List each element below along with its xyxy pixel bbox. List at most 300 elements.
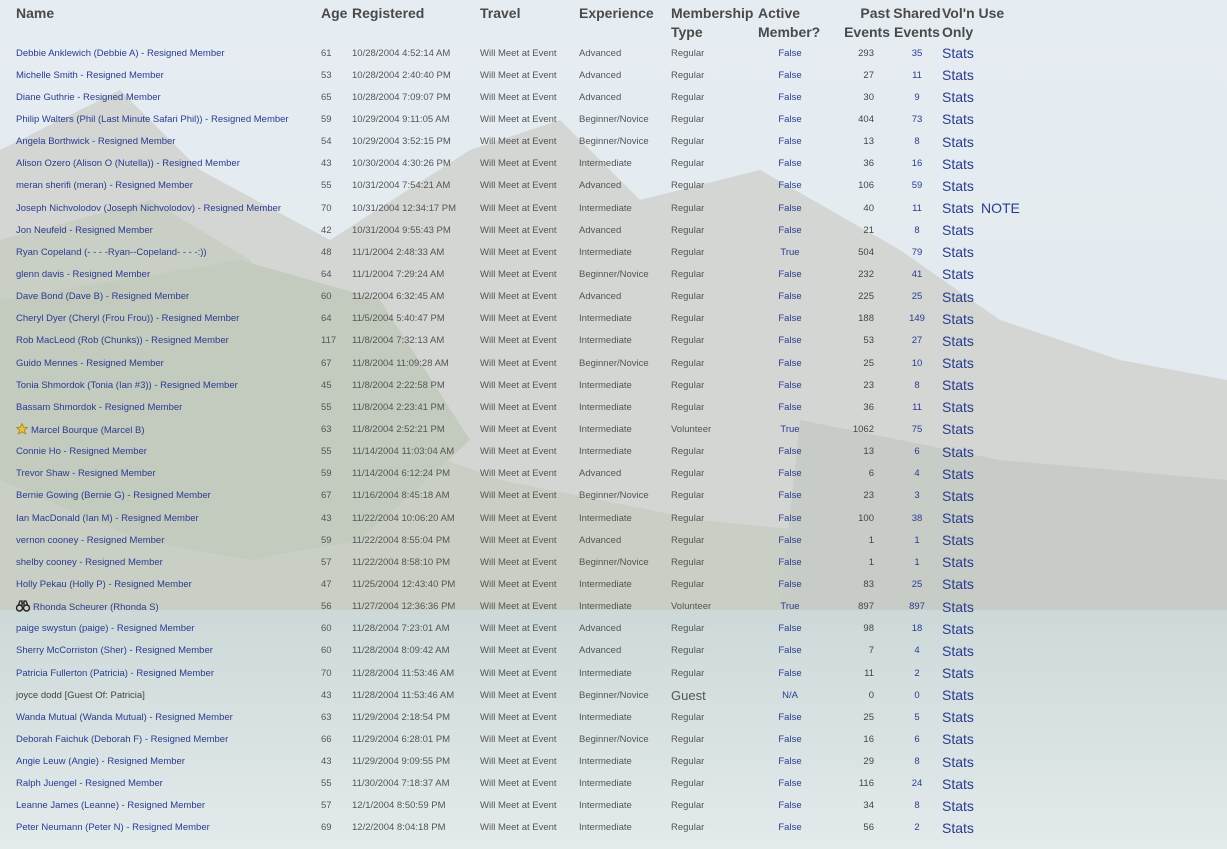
shared-events-link[interactable]: 897 [909, 601, 925, 613]
shared-events-link[interactable]: 11 [912, 69, 922, 81]
table-row [0, 286, 1060, 308]
active-member-cell: False [778, 556, 802, 568]
registered-cell: 10/29/2004 3:52:15 PM [352, 136, 451, 148]
member-name-cell[interactable] [0, 418, 321, 440]
member-name-cell[interactable] [0, 175, 321, 197]
shared-events-link[interactable]: 9 [914, 91, 920, 103]
membership-type-cell: Regular [671, 778, 705, 790]
past-events-cell: 0 [868, 689, 874, 701]
past-events-cell: 225 [858, 291, 874, 303]
member-name-link[interactable]: Cheryl Dyer (Cheryl (Frou Frou)) - Resigned Member [16, 313, 240, 325]
table-row [0, 175, 1060, 197]
col-header-age[interactable]: Age [321, 5, 348, 21]
age-cell: 70 [321, 667, 332, 679]
shared-events-link[interactable]: 35 [911, 47, 923, 59]
note-link [981, 219, 1060, 241]
membership-type-cell: Regular [671, 711, 705, 723]
stats-link[interactable]: Stats [942, 355, 974, 372]
member-name-link[interactable]: Ian MacDonald (Ian M) - Resigned Member [16, 512, 199, 524]
past-events-cell: 23 [863, 379, 874, 391]
past-events-cell: 7 [868, 645, 874, 657]
member-name-link[interactable]: Trevor Shaw - Resigned Member [16, 468, 156, 480]
note-link [981, 352, 1060, 374]
member-name-cell[interactable] [0, 219, 321, 241]
stats-link[interactable]: Stats [942, 753, 974, 770]
active-member-cell: False [778, 512, 802, 524]
header-row [0, 0, 1060, 42]
active-member-cell: False [778, 778, 802, 790]
experience-cell: Advanced [579, 47, 622, 59]
member-name-link[interactable]: Debbie Anklewich (Debbie A) - Resigned Member [16, 47, 225, 59]
travel-cell: Will Meet at Event [480, 556, 557, 568]
active-member-cell: False [778, 756, 802, 768]
member-name-link[interactable]: Diane Guthrie - Resigned Member [16, 91, 161, 103]
stats-link[interactable]: Stats [942, 332, 974, 349]
member-name-link[interactable]: Holly Pekau (Holly P) - Resigned Member [16, 578, 192, 590]
member-name-cell[interactable] [0, 42, 321, 64]
shared-events-link[interactable]: 25 [911, 578, 923, 590]
travel-cell: Will Meet at Event [480, 401, 557, 413]
col-header-travel[interactable]: Travel [480, 5, 521, 21]
age-cell: 56 [321, 601, 332, 613]
stats-link[interactable]: Stats [942, 709, 974, 726]
stats-link[interactable]: Stats [942, 377, 974, 394]
shared-events-link[interactable]: 8 [914, 224, 920, 236]
age-cell: 117 [321, 335, 337, 347]
active-member-cell: False [778, 113, 802, 125]
active-member-cell: False [778, 490, 802, 502]
stats-link[interactable]: Stats [942, 775, 974, 792]
registered-cell: 11/16/2004 8:45:18 AM [352, 490, 450, 502]
shared-events-link[interactable]: 8 [914, 379, 920, 391]
stats-link[interactable]: Stats [942, 465, 974, 482]
member-name-link[interactable]: glenn davis - Resigned Member [16, 268, 151, 280]
registered-cell: 11/5/2004 5:40:47 PM [352, 313, 445, 325]
col-header-experience[interactable]: Experience [579, 5, 654, 21]
member-name-cell[interactable] [0, 485, 321, 507]
travel-cell: Will Meet at Event [480, 357, 557, 369]
member-name-cell[interactable] [0, 618, 321, 640]
registered-cell: 10/31/2004 9:55:43 PM [352, 224, 451, 236]
note-link [981, 42, 1060, 64]
age-cell: 70 [321, 202, 332, 214]
membership-type-cell: Regular [671, 91, 705, 103]
stats-link[interactable]: Stats [942, 421, 974, 438]
member-name-link[interactable]: Dave Bond (Dave B) - Resigned Member [16, 291, 190, 303]
registered-cell: 11/8/2004 7:32:13 AM [352, 335, 445, 347]
member-name-link[interactable]: Angela Borthwick - Resigned Member [16, 136, 176, 148]
member-name-link[interactable]: Alison Ozero (Alison O (Nutella)) - Resigned Member [16, 158, 240, 170]
stats-link[interactable]: Stats [942, 133, 974, 150]
stats-link[interactable]: Stats [942, 576, 974, 593]
experience-cell: Advanced [579, 180, 622, 192]
member-name-link[interactable]: shelby cooney - Resigned Member [16, 556, 163, 568]
past-events-cell: 106 [858, 180, 874, 192]
experience-cell: Advanced [579, 91, 622, 103]
experience-cell: Advanced [579, 224, 622, 236]
shared-events-link[interactable]: 4 [914, 645, 920, 657]
age-cell: 66 [321, 733, 332, 745]
shared-events-link[interactable]: 73 [911, 113, 923, 125]
member-name-cell[interactable] [0, 108, 321, 130]
travel-cell: Will Meet at Event [480, 91, 557, 103]
stats-link[interactable]: Stats [942, 200, 974, 217]
table-row [0, 352, 1060, 374]
stats-link[interactable]: Stats [942, 399, 974, 416]
member-name-cell[interactable] [0, 396, 321, 418]
past-events-cell: 11 [864, 667, 874, 679]
travel-cell: Will Meet at Event [480, 291, 557, 303]
stats-link[interactable]: Stats [942, 510, 974, 527]
shared-events-link[interactable]: 38 [911, 512, 923, 524]
membership-type-cell: Volunteer [671, 423, 712, 435]
table-row [0, 241, 1060, 263]
travel-cell: Will Meet at Event [480, 313, 557, 325]
member-name-cell[interactable] [0, 352, 321, 374]
travel-cell: Will Meet at Event [480, 800, 557, 812]
age-cell: 65 [321, 91, 332, 103]
travel-cell: Will Meet at Event [480, 778, 557, 790]
stats-link[interactable]: Stats [942, 222, 974, 239]
member-name-cell[interactable] [0, 286, 321, 308]
member-name-link[interactable]: paige swystun (paige) - Resigned Member [16, 623, 195, 635]
membership-type-cell: Regular [671, 224, 705, 236]
experience-cell: Intermediate [579, 578, 632, 590]
member-name-cell[interactable] [0, 263, 321, 285]
active-member-cell: True [780, 246, 800, 258]
member-name-cell[interactable] [0, 751, 321, 773]
stats-link[interactable]: Stats [942, 45, 974, 62]
active-member-cell: False [778, 335, 802, 347]
table-row [0, 706, 1060, 728]
shared-events-link[interactable]: 24 [911, 778, 923, 790]
member-name-cell[interactable] [0, 529, 321, 551]
past-events-cell: 1062 [852, 423, 874, 435]
shared-events-link[interactable]: 2 [914, 822, 920, 834]
shared-events-link[interactable]: 4 [914, 468, 920, 480]
member-name-cell[interactable] [0, 441, 321, 463]
travel-cell: Will Meet at Event [480, 512, 557, 524]
age-cell: 69 [321, 822, 332, 834]
note-link [981, 529, 1060, 551]
member-name-cell[interactable] [0, 507, 321, 529]
experience-cell: Intermediate [579, 313, 632, 325]
note-link [981, 728, 1060, 750]
shared-events-link[interactable]: 11 [912, 401, 922, 413]
member-name-cell[interactable] [0, 706, 321, 728]
shared-events-link[interactable]: 5 [914, 711, 920, 723]
member-name-cell[interactable] [0, 640, 321, 662]
shared-events-link[interactable]: 3 [914, 490, 920, 502]
age-cell: 43 [321, 158, 332, 170]
member-name-link[interactable]: Michelle Smith - Resigned Member [16, 69, 164, 81]
travel-cell: Will Meet at Event [480, 756, 557, 768]
stats-link[interactable]: Stats [942, 532, 974, 549]
stats-link[interactable]: Stats [942, 443, 974, 460]
registered-cell: 11/30/2004 7:18:37 AM [352, 778, 450, 790]
table-row [0, 42, 1060, 64]
travel-cell: Will Meet at Event [480, 224, 557, 236]
member-name-link[interactable]: meran sherifi (meran) - Resigned Member [16, 180, 193, 192]
member-name-cell[interactable] [0, 153, 321, 175]
shared-events-link[interactable]: 6 [914, 446, 920, 458]
table-row [0, 396, 1060, 418]
note-link [981, 684, 1060, 706]
age-cell: 63 [321, 423, 332, 435]
note-link [981, 662, 1060, 684]
table-row [0, 153, 1060, 175]
note-link [981, 86, 1060, 108]
age-cell: 53 [321, 69, 332, 81]
col-header-active-member[interactable]: Active Member? [758, 5, 821, 40]
stats-link[interactable]: Stats [942, 665, 974, 681]
travel-cell: Will Meet at Event [480, 733, 557, 745]
member-name-link[interactable]: Patricia Fullerton (Patricia) - Resigned Member [16, 667, 214, 679]
shared-events-link[interactable]: 25 [911, 291, 923, 303]
member-name-link[interactable]: Ralph Juengel - Resigned Member [16, 778, 163, 790]
membership-type-cell: Regular [671, 468, 705, 480]
col-header-registered[interactable]: Registered [352, 5, 425, 21]
active-member-cell: False [778, 578, 802, 590]
past-events-cell: 40 [863, 202, 874, 214]
travel-cell: Will Meet at Event [480, 113, 557, 125]
shared-events-link[interactable]: 41 [911, 268, 923, 280]
member-name-link[interactable]: Bernie Gowing (Bernie G) - Resigned Member [16, 490, 211, 502]
col-header-shared-events[interactable]: Shared Events [893, 5, 941, 40]
member-name-link[interactable]: Rhonda Scheurer (Rhonda S) [33, 602, 159, 614]
member-name-cell[interactable] [0, 463, 321, 485]
table-row [0, 463, 1060, 485]
stats-link[interactable]: Stats [942, 155, 974, 172]
member-name-link[interactable]: Leanne James (Leanne) - Resigned Member [16, 800, 206, 812]
experience-cell: Advanced [579, 623, 622, 635]
table-row [0, 640, 1060, 662]
membership-type-cell: Regular [671, 512, 705, 524]
member-name-cell[interactable] [0, 131, 321, 153]
experience-cell: Intermediate [579, 601, 632, 613]
table-row [0, 817, 1060, 839]
experience-cell: Intermediate [579, 246, 632, 258]
active-member-cell: True [780, 423, 800, 435]
active-member-cell: False [778, 667, 802, 679]
shared-events-link[interactable]: 149 [909, 313, 925, 325]
stats-link[interactable]: Stats [942, 797, 974, 814]
shared-events-link[interactable]: 1 [914, 534, 920, 546]
experience-cell: Advanced [579, 291, 622, 303]
stats-link[interactable]: Stats [942, 819, 974, 836]
past-events-cell: 13 [863, 446, 874, 458]
member-name-link[interactable]: Peter Neumann (Peter N) - Resigned Member [16, 822, 210, 834]
shared-events-link[interactable]: 10 [911, 357, 923, 369]
member-name-cell[interactable] [0, 662, 321, 684]
stats-link[interactable]: Stats [942, 598, 974, 615]
registered-cell: 11/29/2004 2:18:54 PM [352, 711, 451, 723]
registered-cell: 11/14/2004 6:12:24 PM [352, 468, 451, 480]
travel-cell: Will Meet at Event [480, 379, 557, 391]
note-link [981, 751, 1060, 773]
experience-cell: Beginner/Novice [579, 556, 649, 568]
membership-type-cell: Regular [671, 335, 705, 347]
registered-cell: 11/2/2004 6:32:45 AM [352, 291, 445, 303]
member-name-cell[interactable] [0, 308, 321, 330]
membership-type-cell: Regular [671, 357, 705, 369]
table-row [0, 374, 1060, 396]
membership-type-cell: Regular [671, 733, 705, 745]
note-link[interactable]: NOTE [981, 200, 1020, 217]
stats-link[interactable]: Stats [942, 288, 974, 305]
active-member-cell: False [778, 357, 802, 369]
member-name-link[interactable]: Deborah Faichuk (Deborah F) - Resigned Member [16, 733, 229, 745]
registered-cell: 11/1/2004 2:48:33 AM [352, 246, 445, 258]
table-row [0, 131, 1060, 153]
table-row [0, 551, 1060, 573]
member-name-cell[interactable] [0, 197, 321, 219]
stats-link[interactable]: Stats [942, 487, 974, 504]
active-member-cell: False [778, 623, 802, 635]
note-link [981, 175, 1060, 197]
age-cell: 43 [321, 756, 332, 768]
member-name-cell[interactable] [0, 64, 321, 86]
membership-type-cell: Regular [671, 136, 705, 148]
past-events-cell: 13 [863, 136, 874, 148]
shared-events-link[interactable]: 8 [914, 136, 920, 148]
member-name-cell[interactable] [0, 330, 321, 352]
registered-cell: 10/28/2004 7:09:07 PM [352, 91, 451, 103]
col-header-name[interactable]: Name [16, 5, 55, 21]
shared-events-link[interactable]: 79 [911, 246, 923, 258]
active-member-cell: False [778, 446, 802, 458]
stats-link[interactable]: Stats [942, 67, 974, 84]
past-events-cell: 232 [858, 268, 874, 280]
stats-link[interactable]: Stats [942, 89, 974, 106]
stats-link[interactable]: Stats [942, 266, 974, 283]
membership-type-cell: Regular [671, 47, 705, 59]
col-header-past-events[interactable]: Past Events [844, 5, 890, 40]
travel-cell: Will Meet at Event [480, 667, 557, 679]
member-name-link[interactable]: Philip Walters (Phil (Last Minute Safari Phil)) - Resigned Member [16, 113, 289, 125]
membership-type-cell: Guest [671, 687, 706, 703]
registered-cell: 11/28/2004 7:23:01 AM [352, 623, 450, 635]
registered-cell: 11/27/2004 12:36:36 PM [352, 601, 456, 613]
member-name-link[interactable]: Joseph Nichvolodov (Joseph Nichvolodov) - Resigned Member [16, 202, 282, 214]
member-name-link[interactable]: Angie Leuw (Angie) - Resigned Member [16, 756, 185, 768]
member-name-link[interactable]: Rob MacLeod (Rob (Chunks)) - Resigned Member [16, 335, 229, 347]
member-name-cell[interactable] [0, 795, 321, 817]
member-name-cell[interactable] [0, 596, 321, 618]
travel-cell: Will Meet at Event [480, 335, 557, 347]
stats-link[interactable]: Stats [942, 687, 974, 704]
stats-link[interactable]: Stats [942, 642, 974, 659]
age-cell: 42 [321, 224, 332, 236]
member-name-cell[interactable] [0, 728, 321, 750]
member-name-cell[interactable] [0, 773, 321, 795]
membership-type-cell: Regular [671, 69, 705, 81]
member-name-cell[interactable] [0, 817, 321, 839]
stats-link[interactable]: Stats [942, 310, 974, 327]
active-member-cell: False [778, 136, 802, 148]
member-name-link[interactable]: Tonia Shmordok (Tonia (Ian #3)) - Resigned Member [16, 379, 238, 391]
experience-cell: Intermediate [579, 202, 632, 214]
member-name-cell[interactable] [0, 241, 321, 263]
registered-cell: 11/29/2004 9:09:55 PM [352, 756, 451, 768]
active-member-cell: False [778, 91, 802, 103]
membership-type-cell: Regular [671, 578, 705, 590]
table-row [0, 596, 1060, 618]
membership-type-cell: Regular [671, 268, 705, 280]
shared-events-link[interactable]: 18 [911, 623, 923, 635]
shared-events-link[interactable]: 6 [914, 733, 920, 745]
travel-cell: Will Meet at Event [480, 180, 557, 192]
travel-cell: Will Meet at Event [480, 69, 557, 81]
member-name-link[interactable]: Connie Ho - Resigned Member [16, 446, 147, 458]
past-events-cell: 29 [863, 756, 874, 768]
member-name-cell[interactable] [0, 573, 321, 595]
member-name-link[interactable]: Ryan Copeland (- - - -Ryan--Copeland- - - -:)) [16, 246, 207, 258]
shared-events-link[interactable]: 75 [911, 423, 923, 435]
shared-events-link[interactable]: 59 [911, 180, 923, 192]
member-name-link[interactable]: Sherry McCorriston (Sher) - Resigned Member [16, 645, 213, 657]
experience-cell: Intermediate [579, 800, 632, 812]
stats-link[interactable]: Stats [942, 177, 974, 194]
registered-cell: 10/29/2004 9:11:05 AM [352, 113, 450, 125]
member-name-link[interactable]: Jon Neufeld - Resigned Member [16, 224, 153, 236]
stats-link[interactable]: Stats [942, 111, 974, 128]
shared-events-link[interactable]: 8 [914, 756, 920, 768]
stats-link[interactable]: Stats [942, 731, 974, 748]
shared-events-link[interactable]: 8 [914, 800, 920, 812]
travel-cell: Will Meet at Event [480, 490, 557, 502]
col-header-membership-type[interactable]: Membership Type [671, 5, 754, 40]
registered-cell: 12/1/2004 8:50:59 PM [352, 800, 446, 812]
member-name-link[interactable]: Wanda Mutual (Wanda Mutual) - Resigned Member [16, 711, 233, 723]
membership-type-cell: Regular [671, 291, 705, 303]
experience-cell: Advanced [579, 534, 622, 546]
member-name-link[interactable]: Bassam Shmordok - Resigned Member [16, 401, 183, 413]
age-cell: 47 [321, 578, 332, 590]
member-name-link[interactable]: Guido Mennes - Resigned Member [16, 357, 164, 369]
note-link [981, 418, 1060, 440]
shared-events-link[interactable]: 1 [914, 556, 920, 568]
note-link [981, 263, 1060, 285]
stats-link[interactable]: Stats [942, 554, 974, 571]
stats-link[interactable]: Stats [942, 620, 974, 637]
member-name-link[interactable]: Marcel Bourque (Marcel B) [31, 424, 145, 436]
shared-events-link[interactable]: 27 [911, 335, 923, 347]
registered-cell: 11/22/2004 8:58:10 PM [352, 556, 451, 568]
shared-events-link[interactable]: 2 [914, 667, 920, 679]
member-name-cell[interactable] [0, 86, 321, 108]
member-name-link[interactable]: vernon cooney - Resigned Member [16, 534, 165, 546]
note-link [981, 485, 1060, 507]
member-name-link: joyce dodd [Guest Of: Patricia] [16, 689, 145, 701]
active-member-cell: False [778, 711, 802, 723]
travel-cell: Will Meet at Event [480, 601, 557, 613]
registered-cell: 11/28/2004 11:53:46 AM [352, 689, 455, 701]
shared-events-link[interactable]: 16 [911, 158, 923, 170]
experience-cell: Beginner/Novice [579, 689, 649, 701]
experience-cell: Intermediate [579, 379, 632, 391]
member-name-cell[interactable] [0, 551, 321, 573]
shared-events-link[interactable]: 0 [914, 689, 920, 701]
registered-cell: 11/14/2004 11:03:04 AM [352, 446, 455, 458]
member-name-cell[interactable] [0, 374, 321, 396]
stats-link[interactable]: Stats [942, 244, 974, 261]
table-row [0, 795, 1060, 817]
travel-cell: Will Meet at Event [480, 158, 557, 170]
shared-events-link[interactable]: 11 [912, 202, 922, 214]
registered-cell: 11/28/2004 8:09:42 AM [352, 645, 450, 657]
experience-cell: Beginner/Novice [579, 268, 649, 280]
